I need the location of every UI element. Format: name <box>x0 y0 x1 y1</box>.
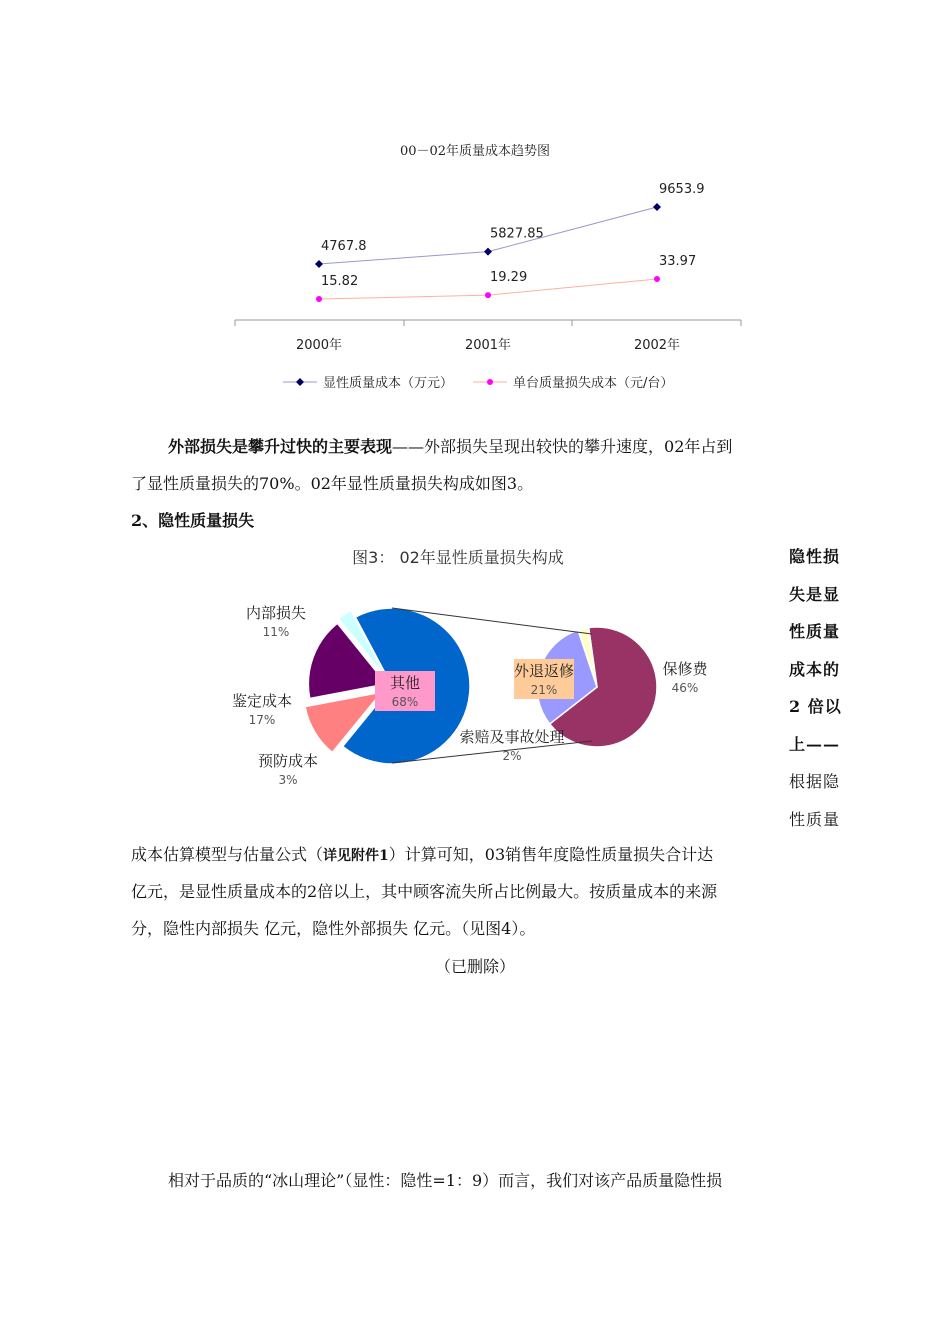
slice-value-label: 46% <box>671 681 699 695</box>
x-tick-label: 2000年 <box>295 338 343 353</box>
slice-label: 索赔及事故处理 <box>459 728 565 746</box>
slice-label: 其他 <box>389 674 421 692</box>
para2-text-a: 成本估算模型与估量公式（ <box>131 845 324 864</box>
slice-value-label: 21% <box>530 683 558 697</box>
deleted-figure-note: （已删除） <box>434 957 515 976</box>
para1-text-1: ——外部损失呈现出较快的攀升速度，02年占到 <box>392 437 733 456</box>
side-text-column <box>789 538 851 838</box>
chart1-title: 00－02年质量成本趋势图 <box>399 144 551 159</box>
side-text-line: 性质量 <box>789 622 841 641</box>
data-label: 19.29 <box>490 270 528 286</box>
legend-label: 显性质量成本（万元） <box>323 376 454 391</box>
legend-label: 单台质量损失成本（元/台） <box>513 376 674 391</box>
x-tick-label: 2001年 <box>464 338 512 353</box>
slice-label: 内部损失 <box>245 604 307 622</box>
paragraph-2-line-2: 亿元，是显性质量成本的2倍以上，其中顾客流失所占比例最大。按质量成本的来源 <box>131 882 718 901</box>
appendix-reference: 详见附件1 <box>323 848 389 864</box>
side-text-line: 性质量 <box>789 809 841 829</box>
section-heading: 2、隐性质量损失 <box>131 511 255 530</box>
slice-label: 外退返修 <box>513 662 575 680</box>
paragraph-2-line-3: 分，隐性内部损失 亿元，隐性外部损失 亿元。（见图4）。 <box>131 919 536 938</box>
side-text-line: 隐性损 <box>789 547 841 566</box>
side-text-line: 上—— <box>789 734 841 754</box>
x-tick-label: 2002年 <box>633 338 681 353</box>
side-text-line: 失是显 <box>789 584 841 604</box>
para2-text-c: ）计算可知，03销售年度隐性质量损失合计达 <box>388 845 714 864</box>
data-label: 4767.8 <box>321 239 367 254</box>
data-label: 9653.9 <box>659 182 705 197</box>
slice-value-label: 2% <box>502 749 522 763</box>
slice-value-label: 68% <box>391 695 419 709</box>
chart2-title: 图3： 02年显性质量损失构成 <box>352 548 564 567</box>
bold-lead: 外部损失是攀升过快的主要表现 <box>168 437 393 456</box>
paragraph-3-line-1: 相对于品质的“冰山理论”（显性：隐性=1：9）而言，我们对该产品质量隐性损 <box>168 1171 723 1190</box>
side-text-line: 2 倍以 <box>789 697 842 716</box>
paragraph-2-line-1 <box>131 836 851 875</box>
slice-label: 预防成本 <box>257 752 319 770</box>
side-text-line: 根据隐 <box>789 772 841 791</box>
slice-value-label: 17% <box>248 713 276 727</box>
paragraph-1-line-2: 了显性质量损失的70%。02年显性质量损失构成如图3。 <box>131 474 534 493</box>
data-label: 33.97 <box>659 254 697 269</box>
slice-label: 保修费 <box>662 660 708 678</box>
data-label: 15.82 <box>321 274 359 289</box>
side-text-line: 成本的 <box>789 659 841 679</box>
slice-value-label: 3% <box>278 773 298 787</box>
slice-label: 鉴定成本 <box>231 692 293 710</box>
data-label: 5827.85 <box>490 226 544 242</box>
slice-value-label: 11% <box>262 625 290 639</box>
